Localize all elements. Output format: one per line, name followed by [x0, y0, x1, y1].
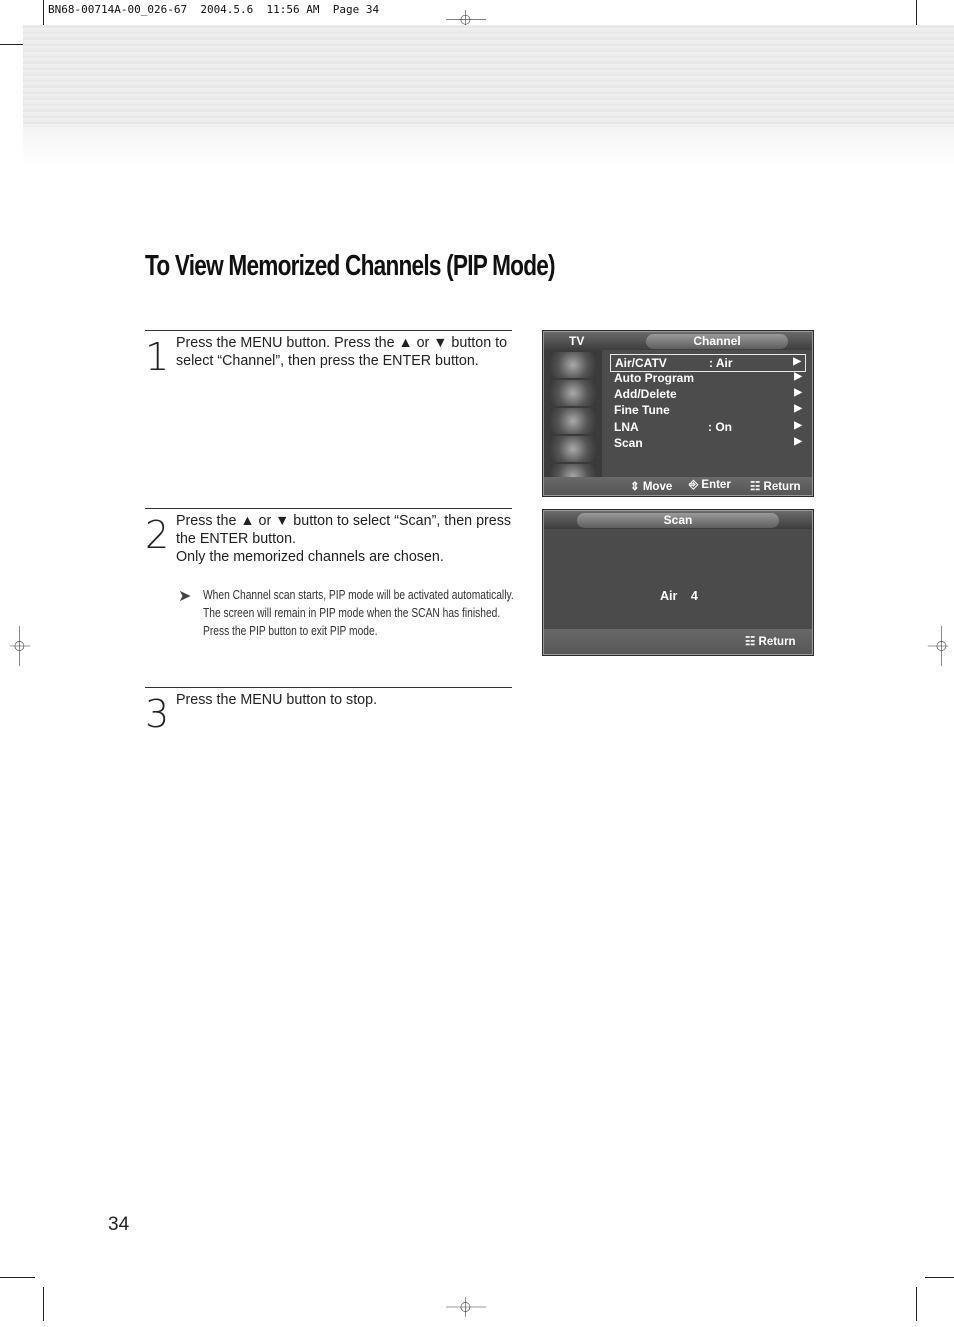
source-label: TV — [569, 334, 585, 348]
enter-label: Enter — [701, 479, 731, 491]
step-line: Only the memorized channels are chosen. — [176, 549, 444, 565]
menu-item-auto-program[interactable] — [610, 370, 806, 386]
step-line: Press the ▲ or ▼ button to select “Scan”, then press — [176, 513, 512, 529]
crop-mark — [0, 1277, 35, 1278]
scan-body — [544, 529, 812, 629]
note-line: The screen will remain in PIP mode when the SCAN has finished. — [203, 606, 501, 620]
menu-icon-column — [544, 350, 602, 477]
step-line: the ENTER button. — [176, 531, 296, 547]
menu-item-value: : On — [708, 420, 732, 434]
step-line: select “Channel”, then press the ENTER button. — [176, 353, 479, 369]
enter-hint — [689, 479, 731, 492]
step-1 — [145, 330, 512, 501]
chevron-right-icon: ▶ — [794, 387, 802, 398]
step-line: Press the MENU button. Press the ▲ or ▼ button to — [176, 335, 508, 351]
note-text — [203, 586, 514, 640]
menu-item-fine-tune[interactable] — [610, 402, 806, 418]
osd-footer — [544, 477, 812, 495]
menu-item-label: Add/Delete — [614, 387, 677, 401]
crop-mark — [916, 1287, 917, 1321]
step-line: Press the MENU button to stop. — [176, 692, 378, 708]
menu-item-label: Fine Tune — [614, 403, 670, 417]
chevron-right-icon: ▶ — [794, 371, 802, 382]
registration-mark — [0, 626, 40, 666]
header-banner-shadow — [23, 127, 954, 167]
menu-item-scan[interactable] — [610, 435, 806, 451]
channel-menu-screen — [543, 331, 813, 496]
up-down-icon: ⇕ — [630, 481, 640, 493]
chevron-right-icon: ▶ — [794, 436, 802, 447]
note-arrow-icon: ➤ — [178, 588, 192, 605]
antenna-icon[interactable] — [550, 352, 596, 378]
menu-item-label: LNA — [614, 420, 639, 434]
menu-title: Channel — [646, 334, 788, 349]
scan-footer — [544, 629, 812, 654]
return-label: Return — [758, 636, 796, 648]
menu-item-label: Scan — [614, 436, 643, 450]
crop-mark — [925, 1277, 954, 1278]
step-number: 3 — [145, 692, 170, 736]
scan-title: Scan — [577, 513, 779, 528]
menu-item-add-delete[interactable] — [610, 386, 806, 402]
note-line: Press the PIP button to exit PIP mode. — [203, 624, 378, 638]
step-text — [176, 691, 512, 709]
channel-menu-list — [604, 350, 812, 477]
osd-title-bar — [544, 511, 812, 529]
speaker-icon[interactable] — [550, 380, 596, 406]
osd-title-bar — [544, 332, 812, 350]
sound-icon[interactable] — [550, 408, 596, 434]
scan-screen — [543, 510, 813, 655]
chevron-right-icon: ▶ — [793, 356, 801, 367]
crop-mark — [43, 1287, 44, 1321]
step-number: 2 — [145, 513, 170, 557]
move-label: Move — [642, 481, 673, 493]
return-hint — [745, 634, 796, 648]
chevron-right-icon: ▶ — [794, 420, 802, 431]
menu-icon: ☷ — [750, 481, 761, 493]
print-header: BN68-00714A-00_026-67 2004.5.6 11:56 AM Page 34 — [48, 3, 380, 16]
page-number: 34 — [108, 1214, 130, 1235]
step-text — [176, 334, 512, 370]
menu-item-lna[interactable] — [610, 419, 806, 435]
registration-mark — [446, 1287, 486, 1327]
scan-channel-value: Air 4 — [660, 589, 698, 603]
move-hint — [630, 479, 672, 493]
chevron-right-icon: ▶ — [794, 403, 802, 414]
enter-icon: ⎆ — [689, 479, 699, 491]
return-label: Return — [763, 481, 801, 493]
menu-item-label: Auto Program — [614, 371, 695, 385]
return-hint — [750, 479, 801, 493]
menu-item-value: : Air — [709, 356, 733, 370]
header-banner — [23, 25, 954, 127]
menu-icon: ☷ — [745, 636, 756, 648]
note-line: When Channel scan starts, PIP mode will be activated automatically. — [203, 588, 514, 602]
page-title: To View Memorized Channels (PIP Mode) — [145, 250, 555, 282]
channel-icon[interactable] — [550, 436, 596, 462]
step-2 — [145, 508, 512, 679]
step-text — [176, 512, 512, 566]
menu-item-label: Air/CATV — [615, 356, 667, 370]
step-number: 1 — [145, 335, 170, 379]
step-3 — [145, 687, 512, 738]
registration-mark — [918, 626, 954, 666]
